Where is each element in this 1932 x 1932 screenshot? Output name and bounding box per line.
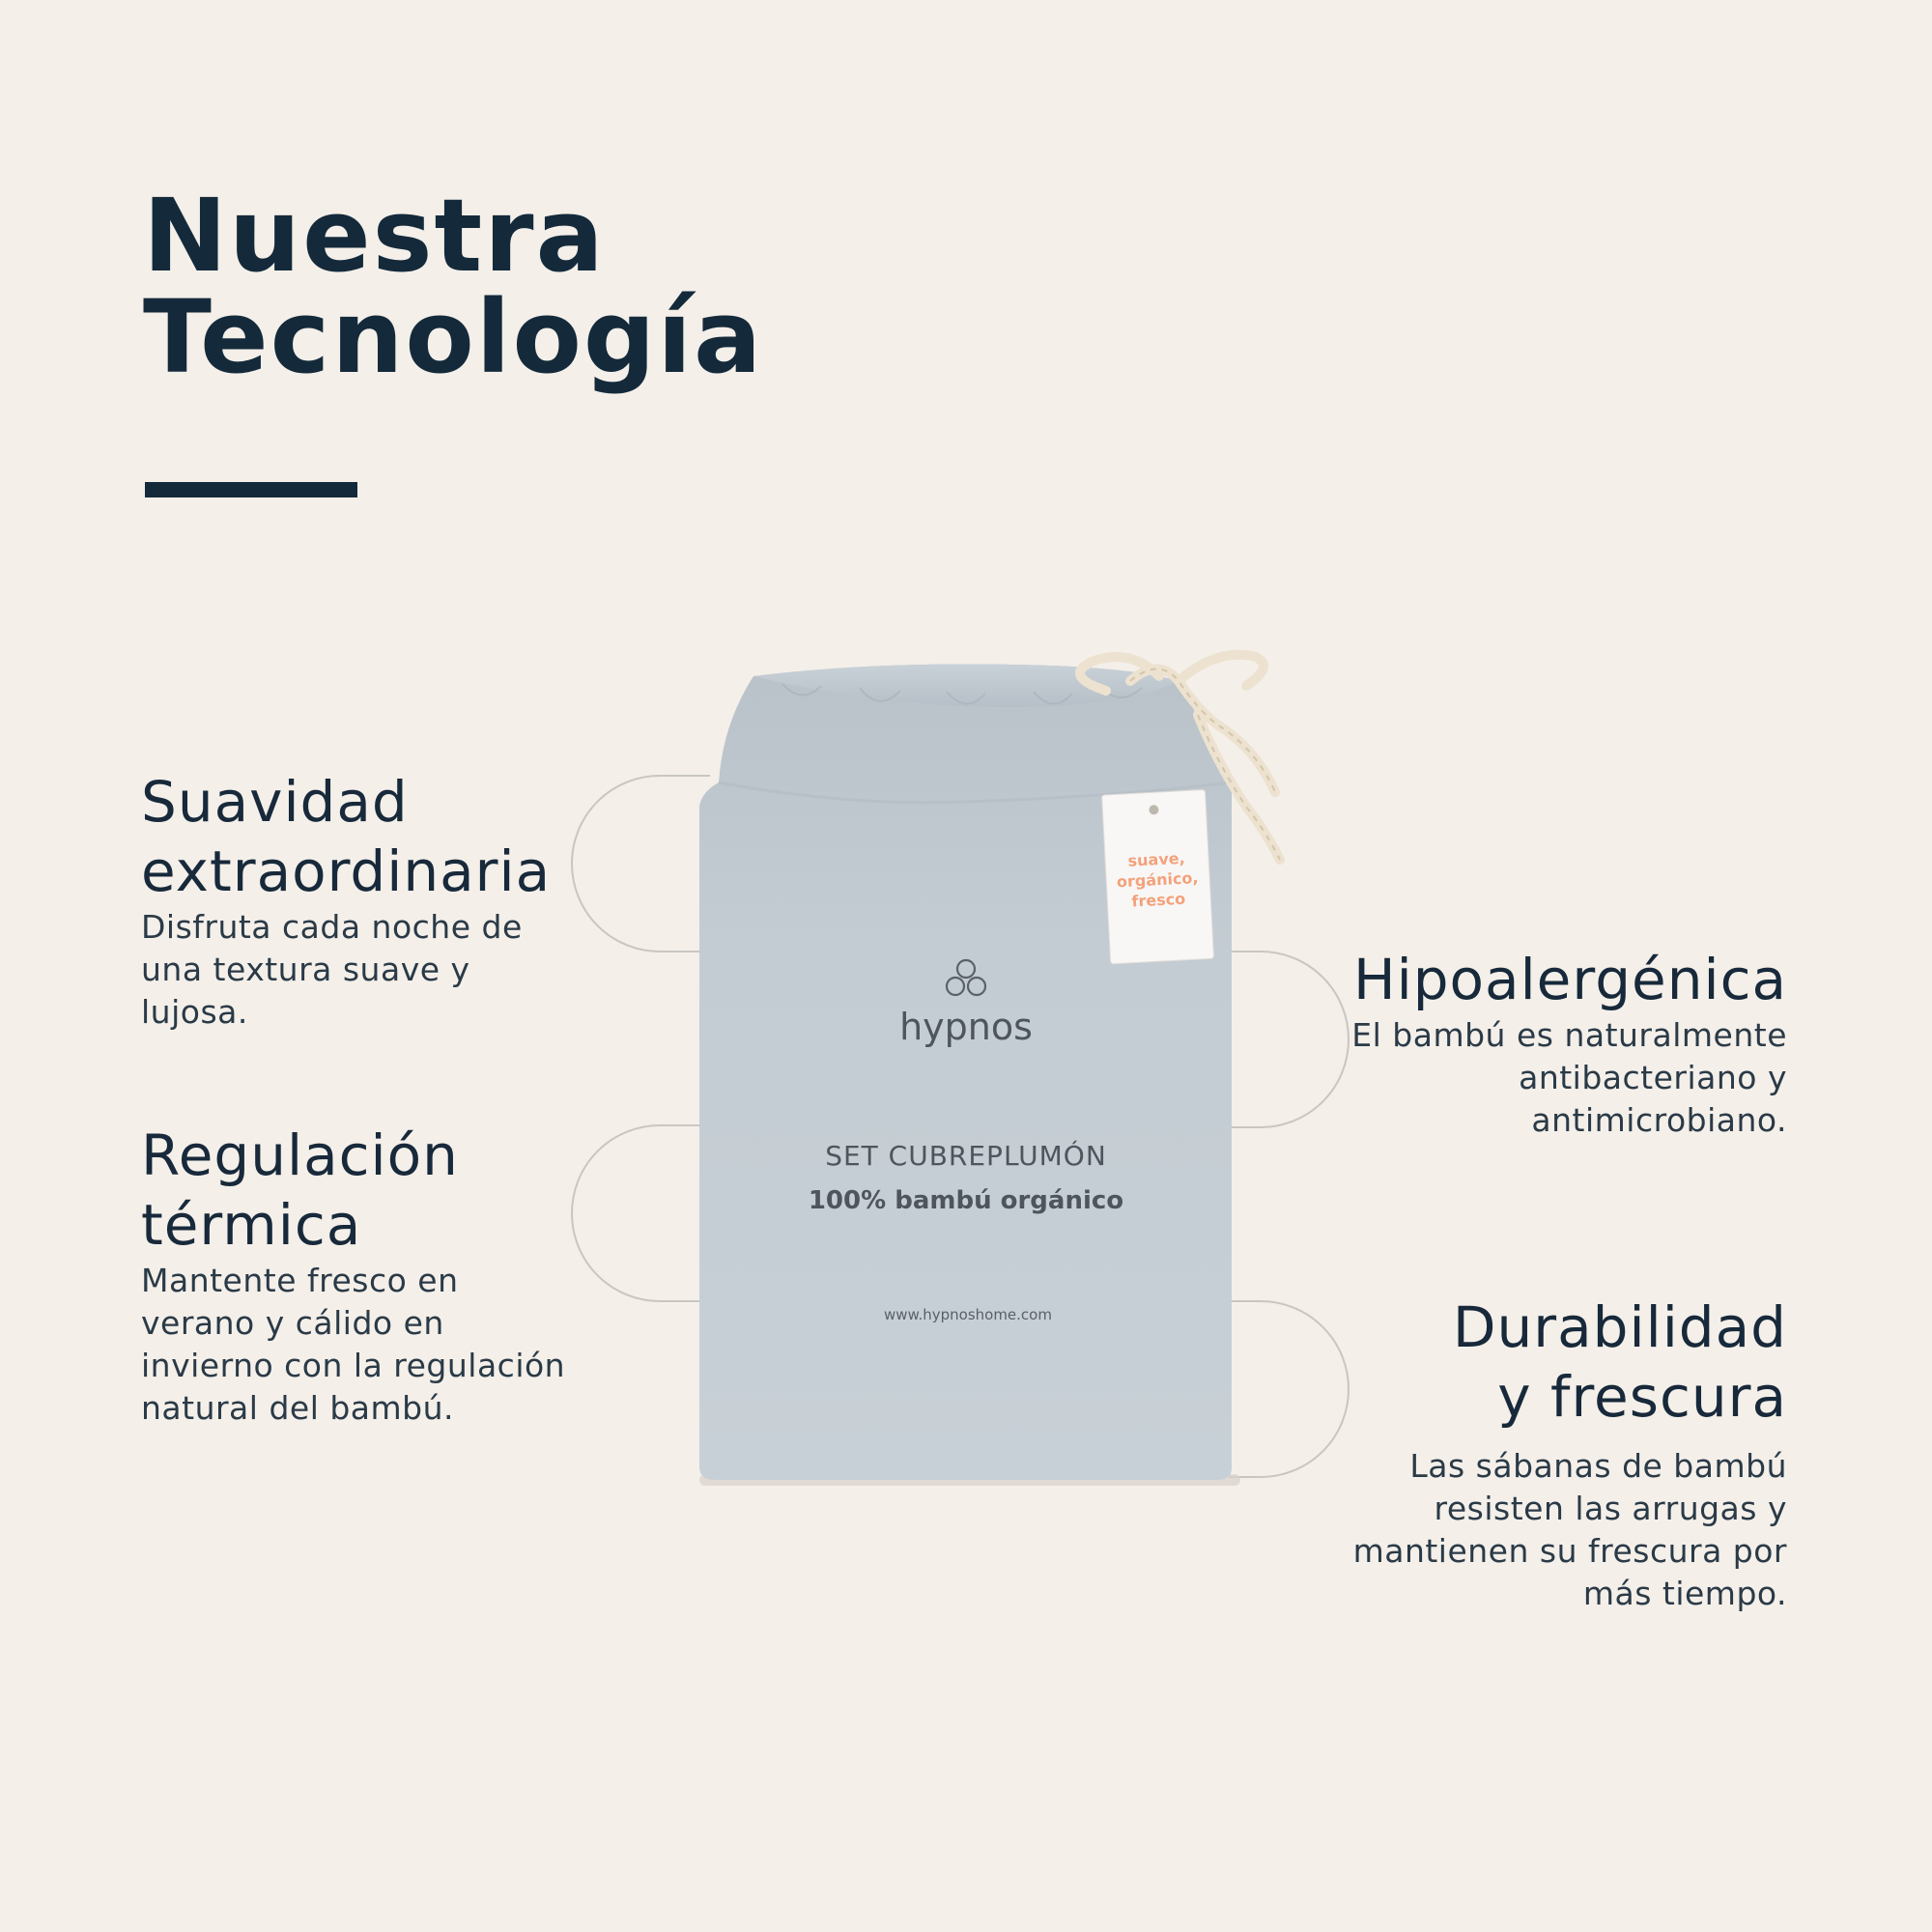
tag-line-3: fresco [1131,889,1186,911]
feature-description: Las sábanas de bambú resisten las arrugas y mantienen su frescura por más tiempo. [1352,1447,1787,1612]
product-bag [676,638,1304,1507]
feature-title: Regulación térmica [141,1122,459,1258]
feature-regulacion [141,1121,585,1430]
feature-hipoalergenica [1333,945,1787,1142]
feature-description: El bambú es naturalmente antibacteriano y antimicrobiano. [1351,1016,1787,1139]
tag-line-1: suave, [1127,848,1186,870]
product-line-1: SET CUBREPLUMÓN [825,1140,1107,1172]
product-line-2: 100% bambú orgánico [808,1186,1124,1215]
feature-description: Disfruta cada noche de una textura suave y lujosa. [141,908,523,1031]
feature-durabilidad [1333,1293,1787,1615]
feature-title: Durabilidad y frescura [1452,1294,1787,1430]
feature-title: Suavidad extraordinaria [141,769,552,904]
tag-line-2: orgánico, [1116,868,1199,892]
page-title-line-1: Nuestra [143,177,606,295]
feature-description: Mantente fresco en verano y cálido en invierno con la regulación natural del bambú. [141,1262,566,1427]
feature-suavidad [141,767,585,1034]
product-tag [1102,790,1214,964]
product-url: www.hypnoshome.com [884,1306,1052,1323]
product-brand: hypnos [899,1006,1033,1048]
page-title-line-2: Tecnología [143,278,764,396]
feature-title: Hipoalergénica [1353,947,1787,1012]
